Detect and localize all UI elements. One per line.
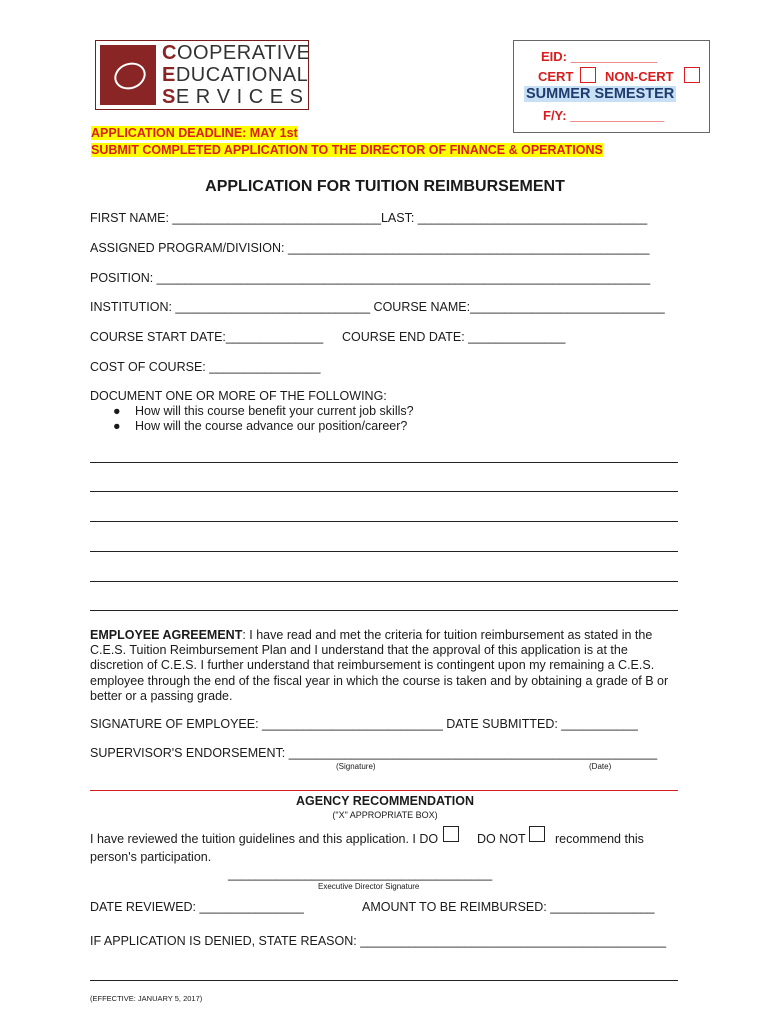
noncert-label: NON-CERT [605, 69, 674, 84]
answer-line[interactable] [90, 610, 678, 611]
answer-line[interactable] [90, 521, 678, 522]
end-date-field[interactable]: COURSE END DATE: ______________ [342, 330, 566, 344]
eid-field[interactable]: EID: ____________ [541, 49, 658, 64]
amount-reimbursed-field[interactable]: AMOUNT TO BE REIMBURSED: _______________ [362, 900, 655, 914]
cert-checkbox[interactable] [580, 67, 596, 83]
ces-logo [95, 40, 309, 110]
answer-line[interactable] [90, 491, 678, 492]
fy-field[interactable]: F/Y: _____________ [543, 108, 665, 123]
page-title: APPLICATION FOR TUITION REIMBURSEMENT [205, 178, 565, 195]
do-not-checkbox[interactable] [529, 826, 545, 842]
cert-label: CERT [538, 69, 574, 84]
answer-line[interactable] [90, 581, 678, 582]
agreement-label: EMPLOYEE AGREEMENT [90, 628, 243, 642]
reviewed-statement: I have reviewed the tuition guidelines and this application. I DO [90, 832, 439, 846]
date-reviewed-field[interactable]: DATE REVIEWED: _______________ [90, 900, 304, 914]
section-divider [90, 790, 678, 791]
logo-line-3: SE R V I C E S [162, 86, 304, 108]
institution-course-fields[interactable]: INSTITUTION: ____________________________ COURSE NAME:____________________________ [90, 300, 665, 314]
agency-subheading: ("X" APPROPRIATE BOX) [332, 810, 438, 820]
start-date-field[interactable]: COURSE START DATE:______________ [90, 330, 324, 344]
semester-badge: SUMMER SEMESTER [526, 86, 675, 102]
document-bullet-1: How will this course benefit your current job skills? [135, 404, 414, 418]
supervisor-endorsement-field[interactable]: SUPERVISOR'S ENDORSEMENT: _____________________________________________________ [90, 746, 658, 760]
logo-line-1: COOPERATIVE [162, 42, 311, 64]
agency-heading: AGENCY RECOMMENDATION [295, 794, 474, 808]
executive-signature-caption: Executive Director Signature [318, 882, 420, 891]
recommend-label: recommend this [555, 832, 644, 846]
document-bullet-2: How will the course advance our position/career? [135, 419, 408, 433]
submit-notice: SUBMIT COMPLETED APPLICATION TO THE DIRECTOR OF FINANCE & OPERATIONS [91, 143, 603, 157]
bullet-icon: ● [113, 404, 121, 418]
do-not-label: DO NOT [477, 832, 526, 846]
program-field[interactable]: ASSIGNED PROGRAM/DIVISION: ____________________________________________________ [90, 241, 650, 255]
denied-reason-line[interactable] [90, 980, 678, 981]
noncert-checkbox[interactable] [684, 67, 700, 83]
answer-line[interactable] [90, 462, 678, 463]
logo-line-2: EDUCATIONAL [162, 64, 309, 86]
answer-line[interactable] [90, 551, 678, 552]
effective-date: (EFFECTIVE: JANUARY 5, 2017) [90, 994, 203, 1003]
name-fields[interactable]: FIRST NAME: ______________________________LAST: _________________________________ [90, 211, 648, 225]
employee-signature-field[interactable]: SIGNATURE OF EMPLOYEE: __________________________ DATE SUBMITTED: ___________ [90, 717, 638, 731]
agreement-text: : I have read and met the criteria for tuition reimbursement as stated in the C.E.S. Tuition Reimbursement Plan and I understand that the approval of this application is at the discretion of C.E.S. I further understand that reimbursement is contingent upon my remaining a C.E.S. employee through the end of the fiscal year in which the course is taken and by obtaining a grade of B or better or a passing grade. [90, 628, 669, 703]
position-field[interactable]: POSITION: _______________________________________________________________________ [90, 271, 651, 285]
employee-agreement [90, 628, 680, 704]
signature-caption: (Signature) [336, 762, 376, 771]
deadline-notice: APPLICATION DEADLINE: MAY 1st [91, 126, 298, 140]
participation-label: person's participation. [90, 850, 212, 864]
date-caption: (Date) [589, 762, 612, 771]
document-heading: DOCUMENT ONE OR MORE OF THE FOLLOWING: [90, 389, 387, 403]
bullet-icon: ● [113, 419, 121, 433]
denied-reason-field[interactable]: IF APPLICATION IS DENIED, STATE REASON: ____________________________________________ [90, 934, 667, 948]
logo-emblem-icon [100, 45, 156, 105]
cost-field[interactable]: COST OF COURSE: ________________ [90, 360, 321, 374]
do-checkbox[interactable] [443, 826, 459, 842]
executive-signature-line[interactable]: ______________________________________ [228, 867, 493, 881]
